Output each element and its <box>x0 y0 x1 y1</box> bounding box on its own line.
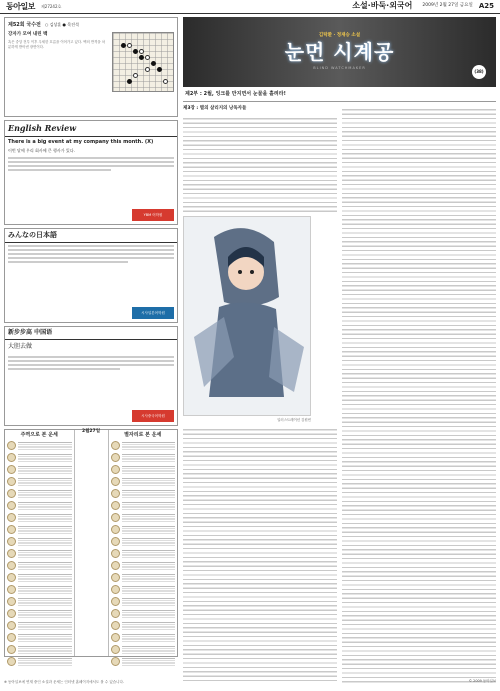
zodiac-icon <box>111 561 120 570</box>
fortune-text <box>122 477 176 486</box>
black-stone <box>139 55 144 60</box>
fortune-text <box>122 537 176 546</box>
fortune-row <box>111 513 176 525</box>
zodiac-icon <box>7 453 16 462</box>
novel-illustration <box>183 216 311 416</box>
zodiac-icon <box>7 465 16 474</box>
novel-banner <box>183 17 496 87</box>
white-stone <box>127 43 132 48</box>
zodiac-icon <box>7 489 16 498</box>
fortune-text <box>122 645 176 654</box>
zodiac-icon <box>111 633 120 642</box>
fortune-text <box>122 549 176 558</box>
fortune-text <box>122 489 176 498</box>
zodiac-icon <box>7 573 16 582</box>
chapter-title: 제2부 : 2월, 잉크를 만지면서 눈물을 흘려라! <box>183 87 496 102</box>
fortune-row <box>7 645 72 657</box>
novel-authors: 김탁환 · 정재승 소설 <box>318 33 361 39</box>
zodiac-icon <box>111 609 120 618</box>
white-stone <box>139 49 144 54</box>
zodiac-icon <box>111 537 120 546</box>
fortune-date-col <box>74 430 108 656</box>
fortune-row <box>7 489 72 501</box>
english-review <box>4 120 178 225</box>
black-stone <box>157 67 162 72</box>
novel-column-2 <box>342 106 496 684</box>
fortune-text <box>18 621 72 630</box>
fortune-text <box>122 501 176 510</box>
fortune-text <box>18 453 72 462</box>
fortune-row <box>111 501 176 513</box>
footer-note: ※ 동아일보에 연재 중인 소설과 운세는 인터넷 홈페이지에서도 볼 수 있습니다. <box>4 680 124 684</box>
zodiac-icon <box>111 489 120 498</box>
novel-title: 눈먼 시계공 <box>284 40 395 65</box>
zodiac-icon <box>7 501 16 510</box>
fortune-row <box>7 621 72 633</box>
fortune-row <box>111 441 176 453</box>
section-title: 소설·바둑·외국어 <box>352 1 413 11</box>
japanese-lesson <box>4 228 178 323</box>
fortune-text <box>122 633 176 642</box>
novel-column-1 <box>183 106 337 684</box>
illustration-caption: 일러스트레이션 김원빈 <box>277 417 311 422</box>
fortune-row <box>7 525 72 537</box>
fortune-text <box>122 465 176 474</box>
fortune-row <box>7 465 72 477</box>
episode-number: (38) <box>472 65 486 79</box>
fortune-zodiac <box>5 430 74 656</box>
fortune-right-title: 별자리로 본 운세 <box>124 432 162 438</box>
fortune-row <box>7 513 72 525</box>
page-header <box>0 0 500 14</box>
fortune-text <box>18 441 72 450</box>
black-stone <box>133 49 138 54</box>
fortune-text <box>18 561 72 570</box>
zodiac-icon <box>111 621 120 630</box>
english-ad[interactable]: YBM 어학원 <box>132 209 174 221</box>
fortune-row <box>7 573 72 585</box>
fortune-text <box>122 585 176 594</box>
fortune-row <box>7 633 72 645</box>
zodiac-icon <box>7 441 16 450</box>
fortune-text <box>18 633 72 642</box>
black-stone <box>127 79 132 84</box>
fortune-text <box>18 465 72 474</box>
fortune-row <box>111 645 176 657</box>
zodiac-icon <box>111 513 120 522</box>
fortune-row <box>111 657 176 669</box>
novel-english-title: BLIND WATCHMAKER <box>313 66 366 71</box>
fortune-row <box>7 549 72 561</box>
fortune-row <box>111 489 176 501</box>
fortune-text <box>18 501 72 510</box>
fortune-row <box>7 537 72 549</box>
chinese-ad[interactable]: 시사중국어학원 <box>132 410 174 422</box>
fortune-text <box>18 489 72 498</box>
black-stone <box>151 61 156 66</box>
white-stone <box>145 55 150 60</box>
illustration-art <box>184 217 311 416</box>
go-section <box>4 17 178 117</box>
newspaper-logo: 동아일보 <box>6 1 35 12</box>
fortune-row <box>7 585 72 597</box>
left-column <box>4 17 178 679</box>
fortune-text <box>122 621 176 630</box>
fortune-text <box>18 609 72 618</box>
fortune-text <box>18 513 72 522</box>
fortune-text <box>122 657 176 666</box>
fortune-text <box>18 525 72 534</box>
go-board <box>112 32 174 92</box>
novel-subheading: 제3장 : 별의 살리지의 낭독자들 <box>183 105 247 111</box>
fortune-text <box>18 549 72 558</box>
zodiac-icon <box>111 597 120 606</box>
zodiac-icon <box>7 585 16 594</box>
zodiac-icon <box>7 549 16 558</box>
fortune-text <box>122 525 176 534</box>
zodiac-icon <box>111 441 120 450</box>
zodiac-icon <box>7 561 16 570</box>
white-stone <box>163 79 168 84</box>
zodiac-icon <box>7 609 16 618</box>
zodiac-icon <box>7 537 16 546</box>
zodiac-icon <box>111 501 120 510</box>
fortune-row <box>111 597 176 609</box>
english-review-title: English Review <box>5 121 177 137</box>
zodiac-icon <box>7 645 16 654</box>
zodiac-icon <box>7 477 16 486</box>
black-stone <box>121 43 126 48</box>
fortune-row <box>7 477 72 489</box>
fortune-text <box>122 597 176 606</box>
fortune-text <box>122 513 176 522</box>
japanese-title: みんなの日本語 <box>5 229 177 243</box>
fortune-text <box>122 453 176 462</box>
go-header <box>5 18 177 32</box>
zodiac-icon <box>111 477 120 486</box>
fortune-date: 2월27일 <box>81 429 101 434</box>
zodiac-icon <box>7 525 16 534</box>
zodiac-icon <box>7 513 16 522</box>
fortune-text <box>18 645 72 654</box>
zodiac-icon <box>111 525 120 534</box>
page-number: A25 <box>478 1 494 10</box>
go-body <box>5 32 177 95</box>
fortune-row <box>111 561 176 573</box>
fortune-row <box>7 561 72 573</box>
publish-date: 2009년 2월 27일 금요일 <box>422 3 473 9</box>
zodiac-icon <box>7 633 16 642</box>
fortune-text <box>18 585 72 594</box>
white-stone <box>133 73 138 78</box>
novel-body <box>183 106 496 684</box>
fortune-row <box>7 501 72 513</box>
zodiac-icon <box>7 657 16 666</box>
fortune-text <box>122 441 176 450</box>
fortune-row <box>111 537 176 549</box>
go-commentary <box>8 32 108 92</box>
zodiac-icon <box>111 453 120 462</box>
fortune-text <box>122 561 176 570</box>
fortune-text <box>122 609 176 618</box>
fortune-row <box>7 597 72 609</box>
fortune-row <box>111 573 176 585</box>
zodiac-icon <box>111 573 120 582</box>
fortune-row <box>111 549 176 561</box>
fortune-text <box>18 657 72 666</box>
fortune-row <box>111 633 176 645</box>
fortune-constellation <box>108 430 178 656</box>
fortune-row <box>111 477 176 489</box>
zodiac-icon <box>7 597 16 606</box>
fortune-text <box>18 573 72 582</box>
fortune-row <box>7 609 72 621</box>
novel-credit: © 2009 동아일보 <box>468 679 496 684</box>
chinese-title: 新步步高 中国语 <box>5 327 177 340</box>
issue-number: 제27242호 <box>40 3 62 9</box>
fortune-text <box>18 597 72 606</box>
go-players: ○ 김상훈 ● 목진석 <box>44 22 79 28</box>
go-title: 제52회 국수전 <box>8 21 41 28</box>
fortune-row <box>111 525 176 537</box>
fortune-left-title: 주역으로 본 운세 <box>20 432 58 438</box>
english-subline: 이번 달에 우리 회사에 큰 행사가 있다. <box>8 147 75 153</box>
fortune-row <box>111 621 176 633</box>
japanese-ad[interactable]: 시사일본어학원 <box>132 307 174 319</box>
fortune-section <box>4 429 178 657</box>
go-text: 흑은 중앙 전투 이후 우세한 흐름을 이어가고 있다. 백의 반격을 차분하게 받아낸 장면이다. <box>8 40 106 49</box>
zodiac-icon <box>111 645 120 654</box>
zodiac-icon <box>111 465 120 474</box>
fortune-text <box>18 537 72 546</box>
zodiac-icon <box>7 621 16 630</box>
fortune-row <box>7 657 72 669</box>
chinese-lesson <box>4 326 178 426</box>
fortune-row <box>7 441 72 453</box>
zodiac-icon <box>111 657 120 666</box>
zodiac-icon <box>111 549 120 558</box>
fortune-row <box>7 453 72 465</box>
go-heading: 강자가 모여 내린 백 <box>8 32 48 37</box>
english-headline: There is a big event at my company this month. (X) <box>8 138 154 145</box>
novel-section <box>183 17 496 684</box>
fortune-row <box>111 465 176 477</box>
fortune-text <box>122 573 176 582</box>
white-stone <box>145 67 150 72</box>
chinese-headline: 大胆去做 <box>8 343 33 351</box>
zodiac-icon <box>111 585 120 594</box>
fortune-row <box>111 585 176 597</box>
fortune-text <box>18 477 72 486</box>
fortune-row <box>111 453 176 465</box>
fortune-row <box>111 609 176 621</box>
